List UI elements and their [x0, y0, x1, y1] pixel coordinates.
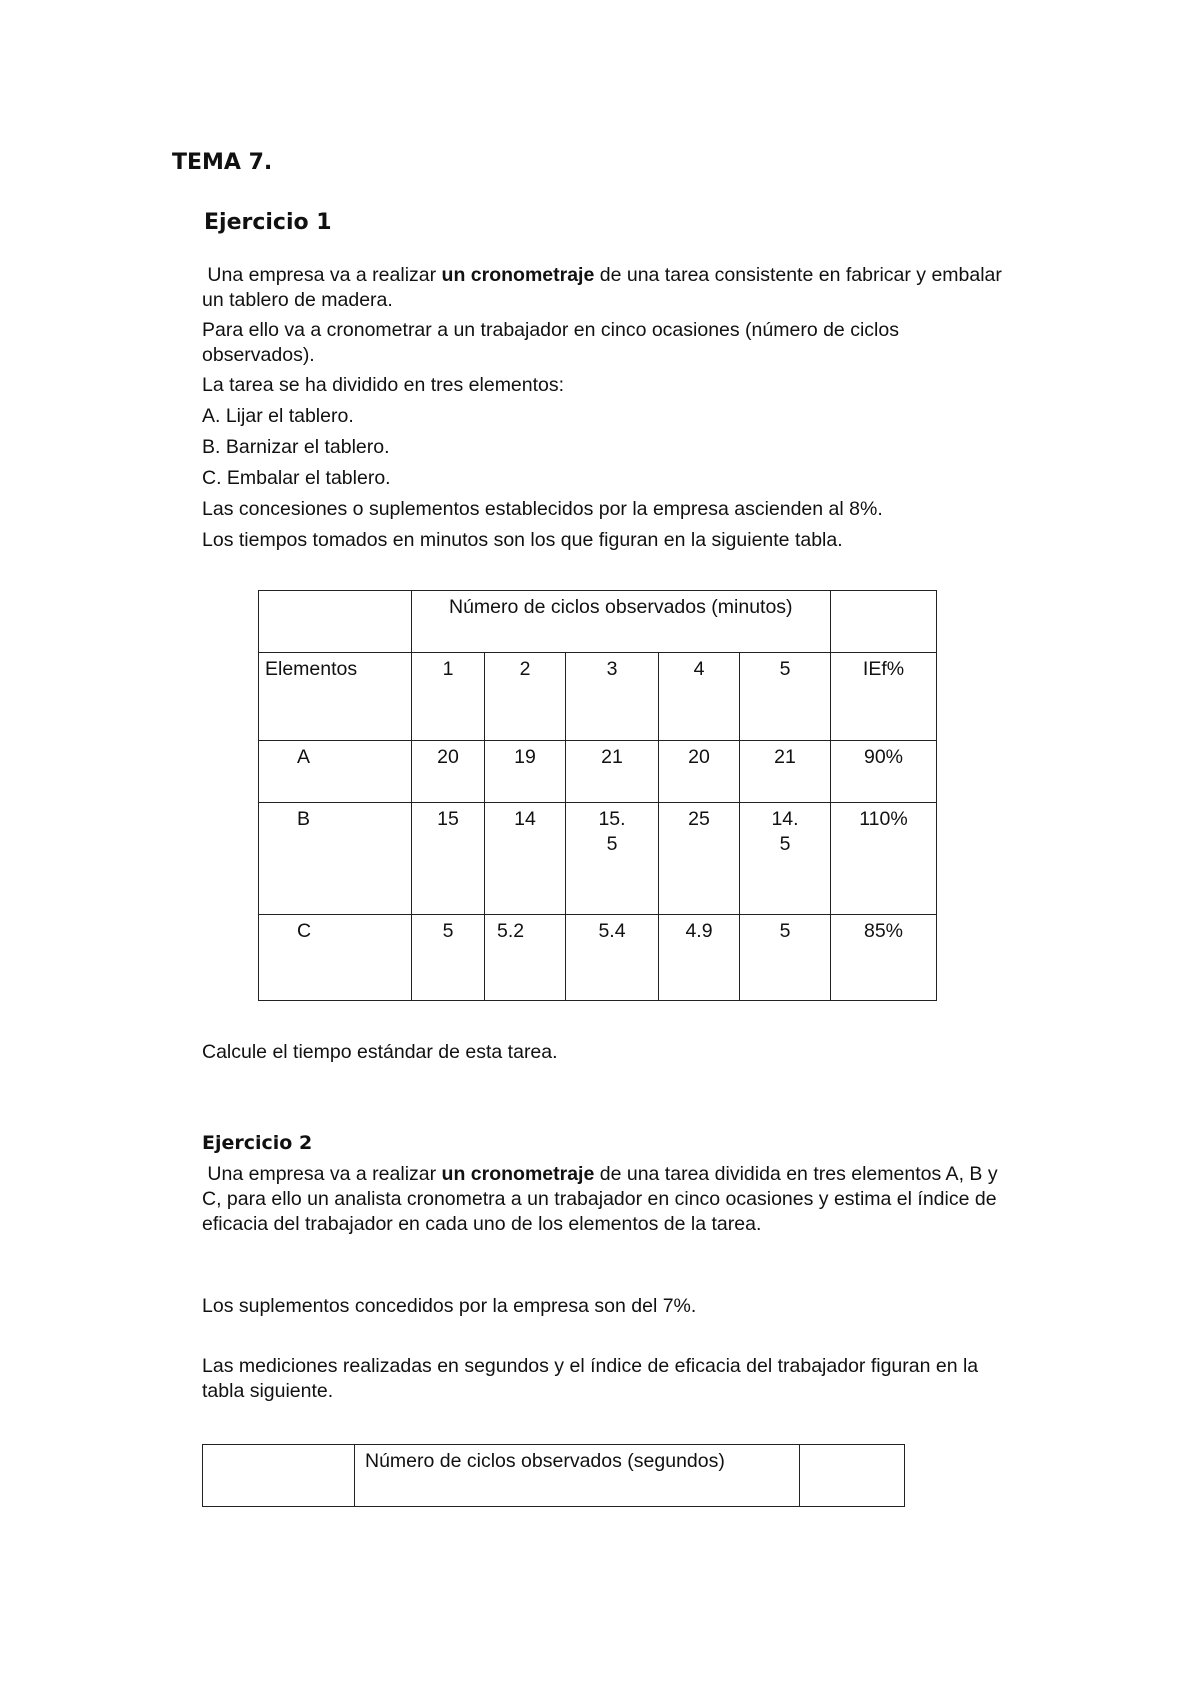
exercise-1-intro: Una empresa va a realizar un cronometraje de una tarea consistente en fabricar y embalar un tablero de madera.	[202, 264, 1002, 311]
table-cell: 20	[659, 741, 740, 803]
table-cell-ief: 85%	[831, 915, 937, 1001]
exercise-1-p3: La tarea se ha dividido en tres elementos:	[202, 374, 565, 396]
table-cell: 21	[740, 741, 831, 803]
table-cell: 20	[412, 741, 485, 803]
exercise-1-p5: Los tiempos tomados en minutos son los que figuran en la siguiente tabla.	[202, 529, 843, 551]
table-cell: 15.5	[566, 803, 659, 915]
table-cell-ief: 110%	[831, 803, 937, 915]
table-row-label: C	[259, 915, 412, 1001]
times-table-minutes	[258, 590, 937, 1001]
table-header-empty	[800, 1445, 905, 1507]
table-header-cycle: 4	[659, 653, 740, 741]
table-cell: 5.4	[566, 915, 659, 1001]
table-cell: 5	[740, 915, 831, 1001]
table-header-ief: IEf%	[831, 653, 937, 741]
exercise-1-heading: Ejercicio 1	[204, 210, 332, 235]
exercise-1-item-b: B. Barnizar el tablero.	[202, 436, 390, 458]
table-cell: 4.9	[659, 915, 740, 1001]
table-row-label: A	[259, 741, 412, 803]
exercise-1-p4: Las concesiones o suplementos establecidos por la empresa ascienden al 8%.	[202, 498, 883, 520]
table-header-cycles: Número de ciclos observados (segundos)	[355, 1445, 800, 1507]
exercise-2-intro: Una empresa va a realizar un cronometraje de una tarea dividida en tres elementos A, B y C, para ello un analista cronometra a un trabajador en cinco ocasiones y estima el índice de eficacia del trabajador en cada uno de los elementos de la tarea.	[202, 1163, 998, 1235]
table-header-empty	[831, 591, 937, 653]
table-cell: 15	[412, 803, 485, 915]
exercise-2-p3: Las mediciones realizadas en segundos y el índice de eficacia del trabajador figuran en la tabla siguiente.	[202, 1355, 979, 1402]
table-header-cycle: 2	[485, 653, 566, 741]
table-cell: 19	[485, 741, 566, 803]
exercise-2-p2: Los suplementos concedidos por la empresa son del 7%.	[202, 1295, 697, 1317]
exercise-1-item-c: C. Embalar el tablero.	[202, 467, 391, 489]
table-header-elementos: Elementos	[259, 653, 412, 741]
table-cell: 5.2	[485, 915, 566, 1001]
table-corner-cell	[203, 1445, 355, 1507]
times-table-seconds	[202, 1444, 905, 1507]
table-cell-ief: 90%	[831, 741, 937, 803]
exercise-1-item-a: A. Lijar el tablero.	[202, 405, 354, 427]
table-header-cycle: 3	[566, 653, 659, 741]
table-cell: 21	[566, 741, 659, 803]
table-corner-cell	[259, 591, 412, 653]
table-cell: 25	[659, 803, 740, 915]
table-cell: 5	[412, 915, 485, 1001]
table-row-label: B	[259, 803, 412, 915]
document-title: TEMA 7.	[172, 150, 273, 175]
exercise-1-question: Calcule el tiempo estándar de esta tarea.	[202, 1041, 558, 1063]
exercise-2-heading: Ejercicio 2	[202, 1132, 313, 1154]
table-header-cycles: Número de ciclos observados (minutos)	[412, 591, 831, 653]
exercise-1-p2: Para ello va a cronometrar a un trabajador en cinco ocasiones (número de ciclos observados).	[202, 319, 899, 366]
table-header-cycle: 5	[740, 653, 831, 741]
table-cell: 14.5	[740, 803, 831, 915]
table-cell: 14	[485, 803, 566, 915]
table-header-cycle: 1	[412, 653, 485, 741]
